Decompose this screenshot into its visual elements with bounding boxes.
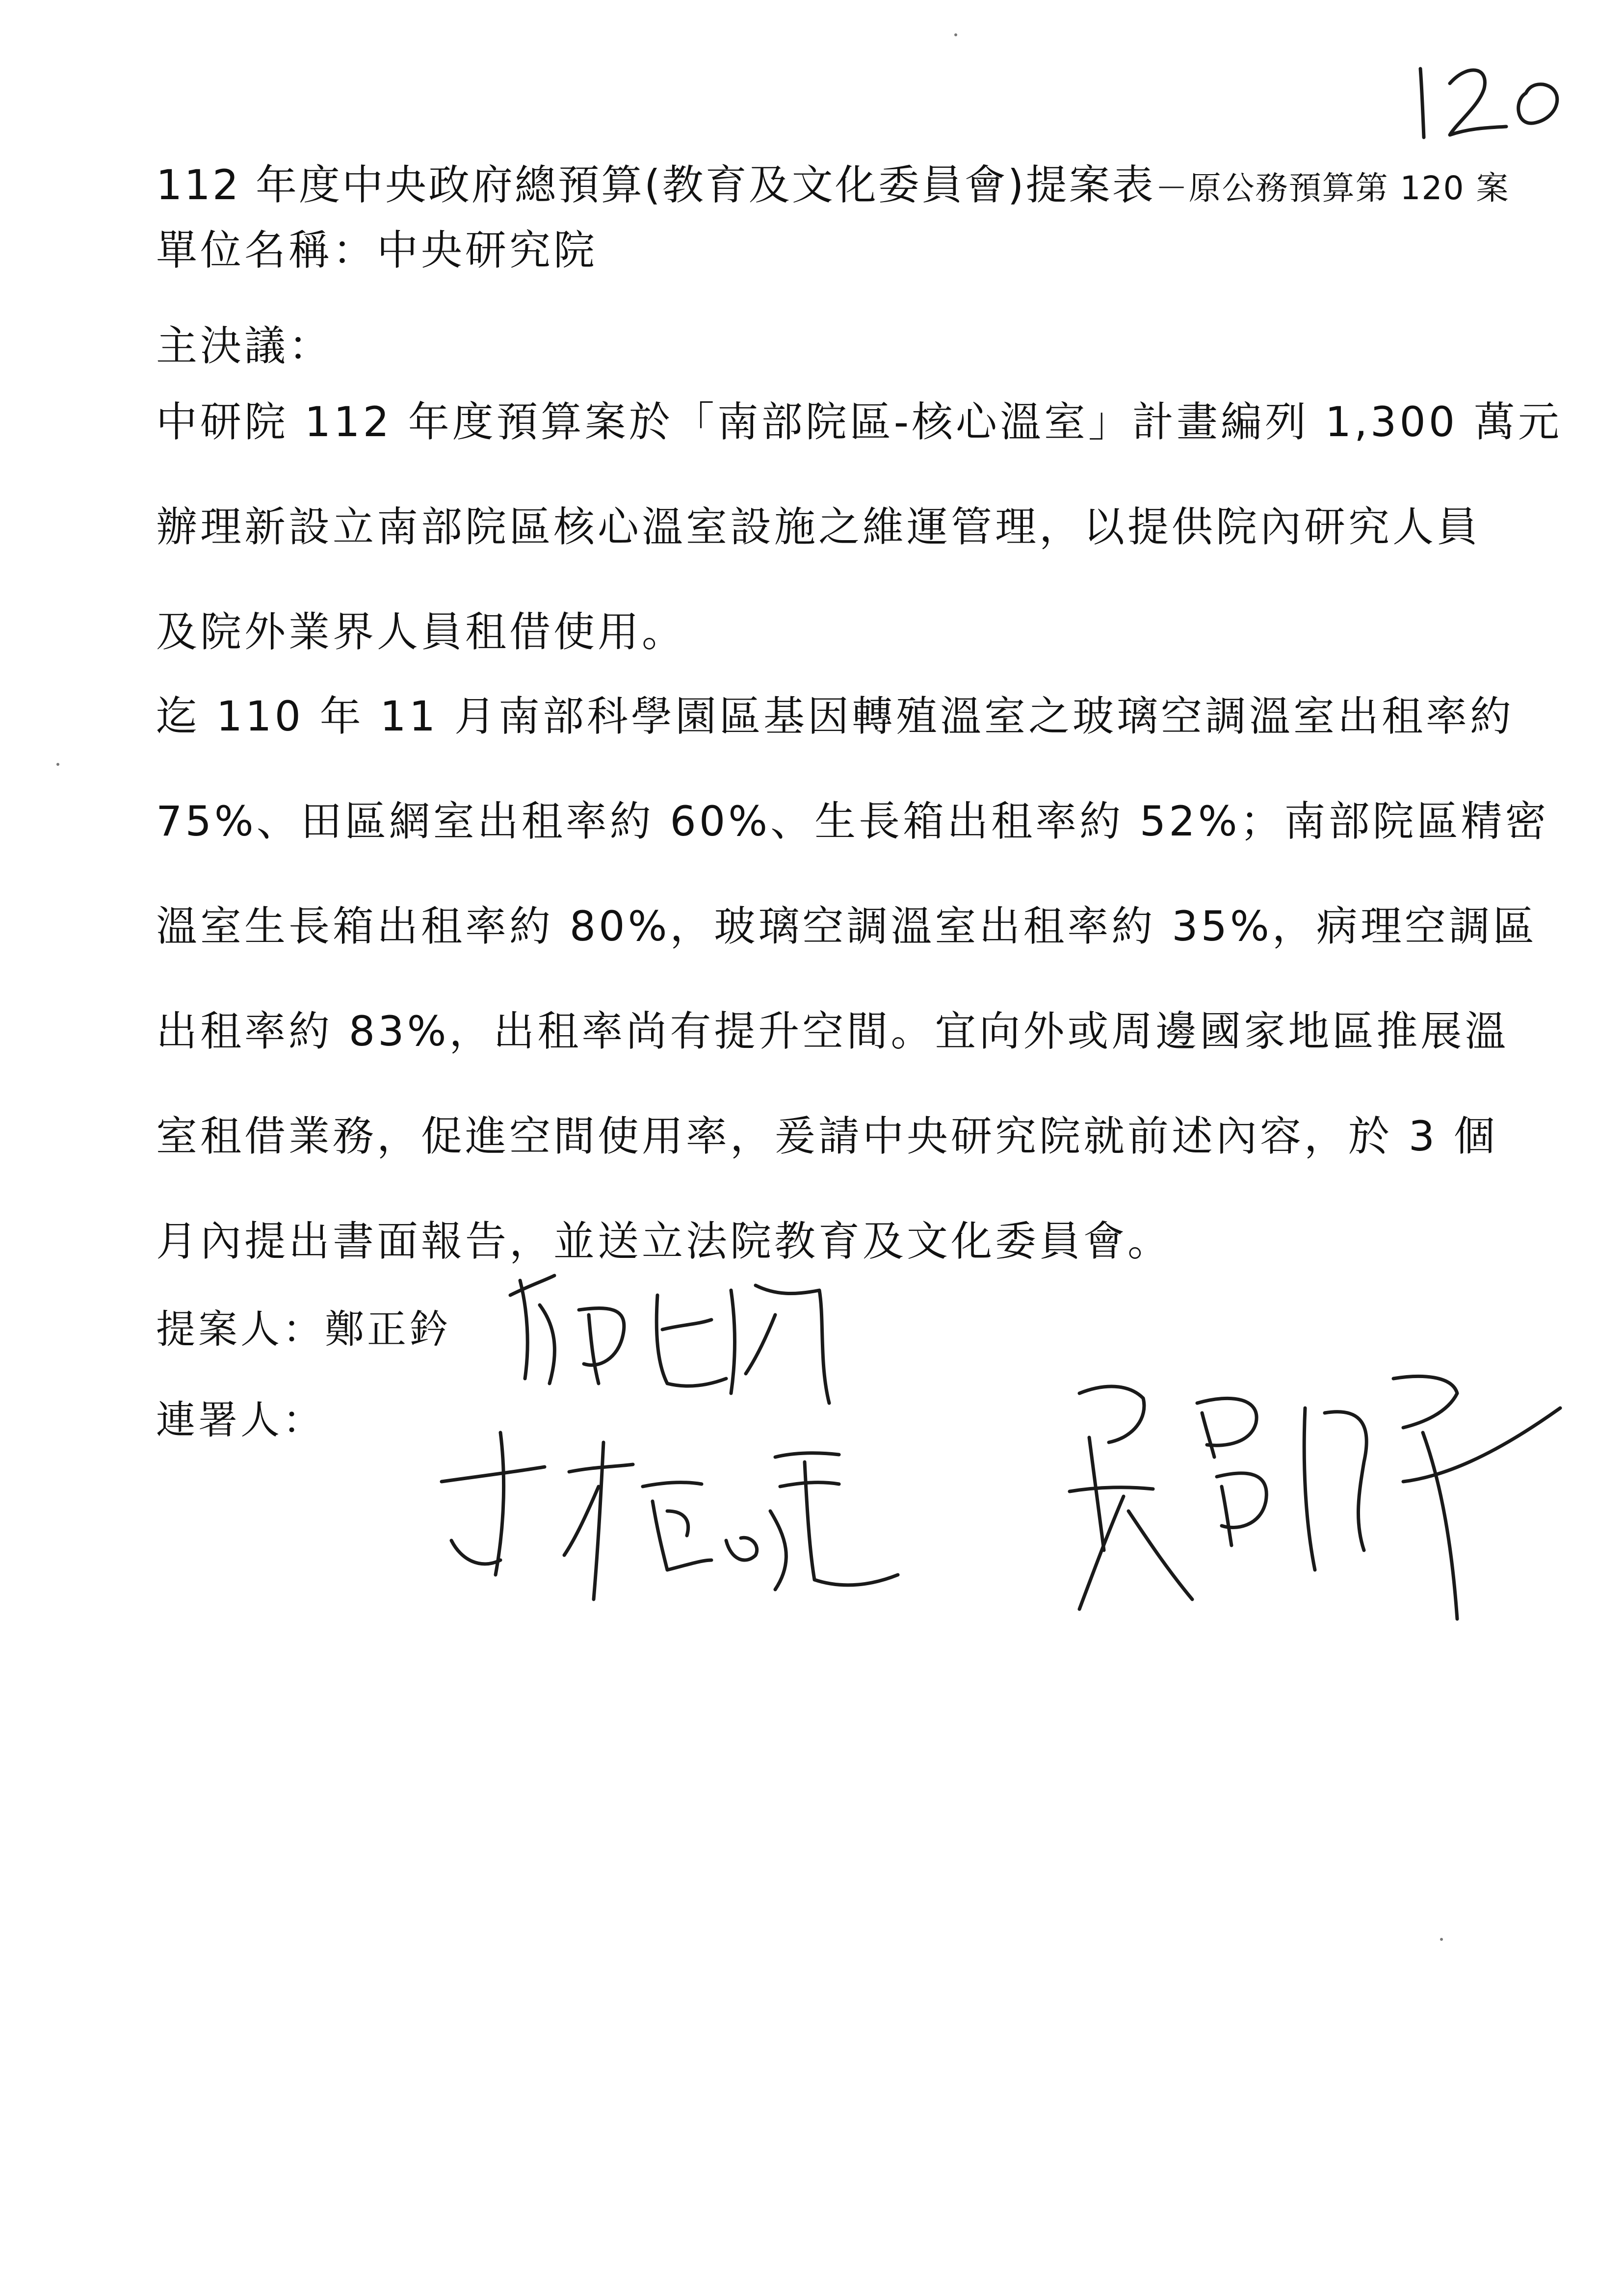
cosigner-label: 連署人：: [156, 1397, 325, 1443]
scan-speck: [954, 33, 957, 36]
proposer-signature: [500, 1266, 859, 1413]
handwritten-page-number: [1403, 54, 1570, 147]
page-number-drawing: [1403, 54, 1570, 147]
paragraph-line: 中研院 112 年度預算案於「南部院區-核心溫室」計畫編列 1,300 萬元: [156, 398, 1562, 446]
scan-speck: [1440, 1938, 1443, 1941]
cosigner-signature-1: [432, 1413, 903, 1619]
proposer-label: 提案人：: [156, 1306, 325, 1352]
title-main: 112 年度中央政府總預算(教育及文化委員會)提案表: [156, 161, 1155, 209]
resolution-paragraph-2: [156, 689, 1549, 1319]
paragraph-line: 及院外業界人員租借使用。: [156, 608, 686, 656]
paragraph-line: 室租借業務，促進空間使用率，爰請中央研究院就前述內容，於 3 個: [156, 1112, 1498, 1160]
proposer-line: [156, 1303, 451, 1357]
document-title: [156, 158, 1510, 215]
paragraph-line: 辦理新設立南部院區核心溫室設施之維運管理，以提供院內研究人員: [156, 503, 1481, 551]
cosigner-signature-2: [1050, 1364, 1570, 1639]
title-suffix: －原公務預算第 120 案: [1155, 169, 1510, 207]
paragraph-line: 75%、田區網室出租率約 60%、生長箱出租率約 52%；南部院區精密: [156, 797, 1549, 845]
paragraph-line: 迄 110 年 11 月南部科學園區基因轉殖溫室之玻璃空調溫室出租率約: [156, 692, 1515, 740]
resolution-paragraph-1: [156, 395, 1562, 710]
resolution-label: 主決議：: [156, 322, 333, 370]
proposer-name: 鄭正鈐: [325, 1306, 451, 1352]
unit-name: 單位名稱：中央研究院: [156, 226, 598, 274]
paragraph-line: 月內提出書面報告，並送立法院教育及文化委員會。: [156, 1217, 1172, 1265]
scan-speck: [56, 763, 59, 766]
paragraph-line: 出租率約 83%，出租率尚有提升空間。宜向外或周邊國家地區推展溫: [156, 1007, 1509, 1055]
paragraph-line: 溫室生長箱出租率約 80%，玻璃空調溫室出租率約 35%，病理空調區: [156, 902, 1537, 950]
cosigner-line: [156, 1393, 325, 1447]
